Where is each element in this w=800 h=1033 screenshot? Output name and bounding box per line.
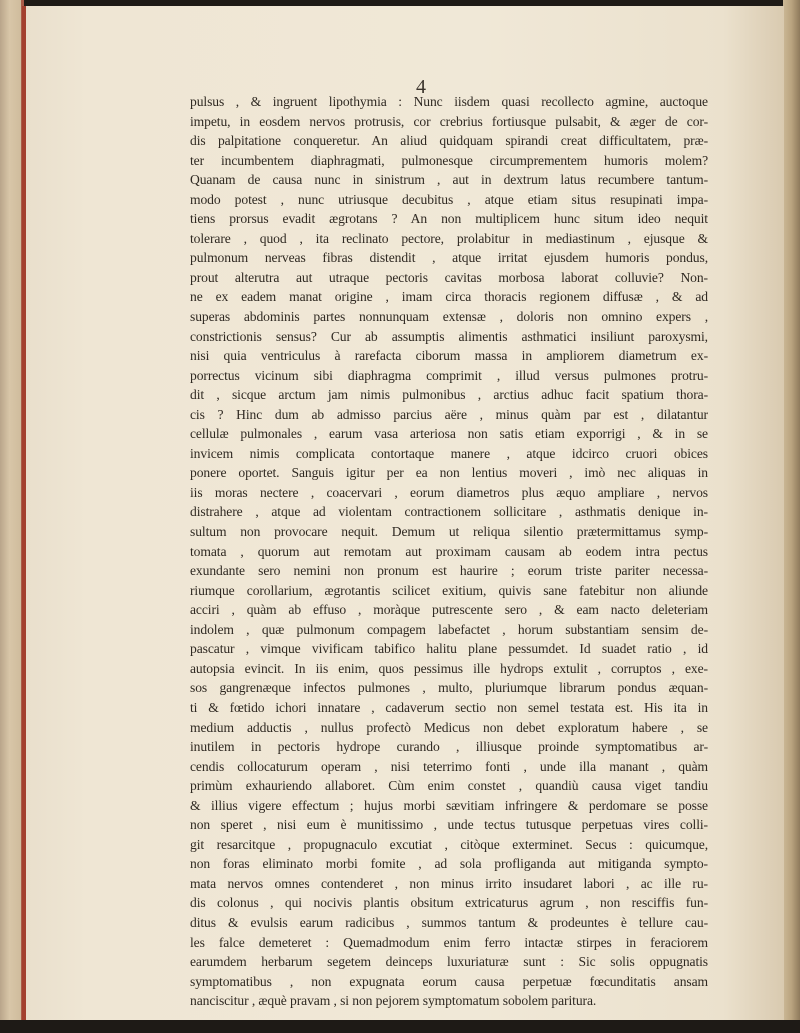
text-line: dis palpitatione conqueretur. An aliud quidquam spirandi creat difficultatem, præ- <box>190 133 708 149</box>
page-number: 4 <box>416 76 426 98</box>
text-line: pulmonum nerveas fibras distendit , atque irritat ejusdem humoris pondus, <box>190 250 708 266</box>
text-line: non speret , nisi eum è munitissimo , unde tectus tutusque perpetuas vires colli- <box>190 817 708 833</box>
text-line: tiens prorsus evadit ægrotans ? An non multiplicem hunc situm ideo nequit <box>190 211 708 227</box>
page-text <box>190 92 708 1011</box>
page-fore-edge <box>783 0 800 1020</box>
text-line: pulsus , & ingruent lipothymia : Nunc iisdem quasi recollecto agmine, auctoque <box>190 94 708 109</box>
text-line: superas abdominis partes nonnunquam extensæ , doloris non omnino expers , <box>190 309 708 325</box>
previous-page-edge <box>0 0 24 1020</box>
text-line: prout alterutra aut utraque pectoris cavitas morbosa laborat colluvie? Non- <box>190 269 708 285</box>
text-line: inutilem in pectoris hydrope curando , illiusque proinde symptomatibus ar- <box>190 739 708 755</box>
text-line: symptomatibus , non expugnata eorum causa perpetuæ fœcunditatis ansam <box>190 973 708 989</box>
text-line: ne ex eadem manat origine , imam circa thoracis regionem diffusæ , & ad <box>190 289 708 305</box>
text-line: git resarcitque , propugnaculo excutiat , citòque exterminet. Secus : quicumque, <box>190 836 708 852</box>
text-line: acciri , quàm ab effuso , moràque putrescente sero , & eam nacto deleteriam <box>190 602 708 618</box>
text-line: les falce demeteret : Quemadmodum enim ferro intactæ stirpes in feraciorem <box>190 934 708 950</box>
text-line: primùm exhauriendo allaboret. Cùm enim constet , quandiù causa viget tandiu <box>190 778 708 794</box>
text-line: mata nervos omnes contenderet , non minus irrito insudaret labori , ac ille ru- <box>190 875 708 891</box>
text-line: indolem , quæ pulmonum compagem labefactet , horum substantiam sensim de- <box>190 621 708 637</box>
text-line: non foras eliminato morbi fomite , ad sola profliganda aut mitiganda sympto- <box>190 856 708 872</box>
text-line: invicem nimis complicata contortaque manere , atque idcirco cruori obices <box>190 445 708 461</box>
text-line: earumdem herbarum segetem deinceps luxuriaturæ sunt : Sic solis oppugnatis <box>190 954 708 970</box>
text-line: riumque corollarium, ægrotantis scilicet exitium, quivis sane fatebitur non aliunde <box>190 582 708 598</box>
text-line: ter incumbentem diaphragmati, pulmonesque circumprementem humoris molem? <box>190 152 708 168</box>
text-line: sos gangrenæque infectos pulmones , multo, pluriumque librarum pondus æquan- <box>190 680 708 696</box>
text-line: porrectus vicinum sibi diaphragma comprimit , illud versus pulmones protru- <box>190 367 708 383</box>
text-line: ponere oportet. Sanguis igitur per ea non lentius moveri , imò nec aliquas in <box>190 465 708 481</box>
text-line: cendis collocaturum operam , nisi teterrimo fonti , unde illa manant , quàm <box>190 758 708 774</box>
text-line: iis moras nectere , coacervari , eorum diametros plus æquo ampliare , nervos <box>190 484 708 500</box>
text-line: Quanam de causa nunc in sinistrum , aut in dextrum latus recumbere tantum- <box>190 172 708 188</box>
text-line: modo potest , nunc utriusque decubitus , atque etiam situs resupinati impa- <box>190 191 708 207</box>
text-line: autopsia evincit. In iis enim, quos pessimus ille hydrops extulit , corruptos , exe- <box>190 660 708 676</box>
text-line: medium adductis , nullus profectò Medicus non debet exploratum habere , se <box>190 719 708 735</box>
text-line: & illius vigere effectum ; hujus morbi sævitiam infringere & perdomare se posse <box>190 797 708 813</box>
text-line: sultum non provocare nequit. Demum ut reliqua silentio prætermittamus symp- <box>190 524 708 540</box>
text-line: cellulæ pulmonales , earum vasa arteriosa non satis etiam exporrigi , & in se <box>190 426 708 442</box>
text-line: distrahere , atque ad violentam contractionem sollicitare , asthmatis denique in- <box>190 504 708 520</box>
text-line: dit , sicque arctum jam nimis pulmonibus , arctius adhuc facit spatium thora- <box>190 387 708 403</box>
text-line: pascatur , vimque vivificam tabifico halitu plane pessumdet. Id suadet ratio , id <box>190 641 708 657</box>
text-line: ditus & evulsis earum radicibus , summos tantum & prodeuntes è tellure cau- <box>190 914 708 930</box>
text-line: tomata , quorum aut remotam aut proximam causam ab eodem intra pectus <box>190 543 708 559</box>
text-line: dis colonus , qui nocivis plantis obsitum extricaturus agrum , non resciffis fun- <box>190 895 708 911</box>
text-line: cis ? Hinc dum ab admisso parcius aëre , minus quàm par est , dilatantur <box>190 406 708 422</box>
text-line: nanciscitur , æquè pravam , si non pejorem symptomatum sobolem paritura. <box>190 993 597 1009</box>
text-line: nisi quia ventriculus à rarefacta ciborum massa in ampliorem diametrum ex- <box>190 348 708 364</box>
text-line: ti & fœtido ichori innatare , cadaverum sectio non semel testata est. His ita in <box>190 699 708 715</box>
text-line: exundante sero nemini non pronum est haurire ; eorum triste pariter necessa- <box>190 563 708 579</box>
text-line: impetu, in eosdem nervos protrusis, cor crebrius fortiusque pulsabit, & æger de cor- <box>190 113 708 129</box>
text-line: tolerare , quod , ita reclinato pectore, prolabitur in mediastinum , ejusque & <box>190 230 708 246</box>
text-line: constrictionis sensus? Cur ab assumptis alimentis asthmatici insiliunt paroxysmi, <box>190 328 708 344</box>
